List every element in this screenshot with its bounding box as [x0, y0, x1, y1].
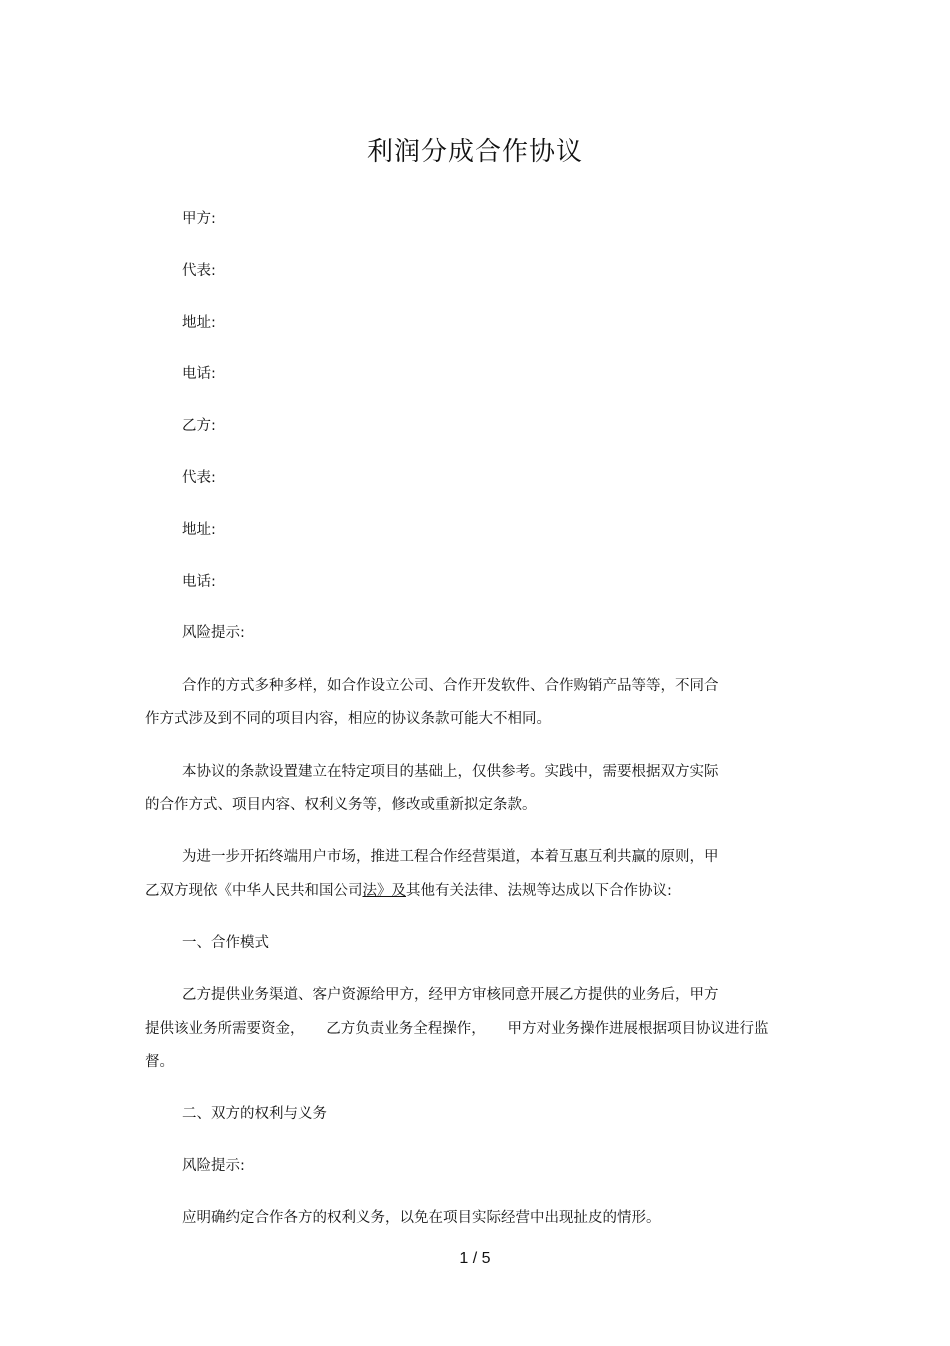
- preamble-line-2: [145, 881, 672, 901]
- party-a-address-label: 地址:: [182, 315, 216, 331]
- section-2-risk-heading: 风险提示:: [182, 1158, 245, 1174]
- risk-tip-paragraph-2-line-2: 的合作方式、项目内容、权利义务等，修改或重新拟定条款。: [145, 797, 537, 813]
- party-a-phone-label: 电话:: [182, 366, 216, 382]
- document-title: 利润分成合作协议: [366, 137, 583, 167]
- party-b-representative-label: 代表:: [182, 470, 216, 486]
- party-b-phone-label: 电话:: [182, 574, 216, 590]
- section-2-risk-text: 应明确约定合作各方的权利义务，以免在项目实际经营中出现扯皮的情形。: [182, 1210, 661, 1226]
- party-b-address-label: 地址:: [182, 522, 216, 538]
- party-a-representative-label: 代表:: [182, 263, 216, 279]
- preamble-line-2-start: 乙双方现依《中华人民共和国公司: [145, 883, 363, 899]
- preamble-underlined-text: 法》及: [362, 883, 406, 899]
- page-number: 1 / 5: [459, 1250, 491, 1267]
- section-2-heading: 二、双方的权利与义务: [182, 1106, 327, 1122]
- risk-tip-heading: 风险提示:: [182, 625, 245, 641]
- party-b-label: 乙方:: [182, 418, 216, 434]
- preamble-line-1: 为进一步开拓终端用户市场，推进工程合作经营渠道，本着互惠互利共赢的原则，甲: [182, 849, 719, 865]
- section-1-heading: 一、合作模式: [182, 935, 269, 951]
- section-1-line-1: 乙方提供业务渠道、客户资源给甲方，经甲方审核同意开展乙方提供的业务后，甲方: [182, 987, 719, 1003]
- section-1-line-3: 督。: [145, 1054, 174, 1070]
- section-1-line-2: 提供该业务所需要资金， 乙方负责业务全程操作， 甲方对业务操作进展根据项目协议进行监: [145, 1021, 769, 1037]
- party-a-label: 甲方:: [182, 211, 216, 227]
- risk-tip-paragraph-2-line-1: 本协议的条款设置建立在特定项目的基础上，仅供参考。实践中，需要根据双方实际: [182, 764, 719, 780]
- risk-tip-paragraph-1-line-1: 合作的方式多种多样，如合作设立公司、合作开发软件、合作购销产品等等，不同合: [182, 678, 719, 694]
- preamble-line-2-end: 其他有关法律、法规等达成以下合作协议:: [406, 883, 672, 899]
- risk-tip-paragraph-1-line-2: 作方式涉及到不同的项目内容，相应的协议条款可能大不相同。: [145, 711, 551, 727]
